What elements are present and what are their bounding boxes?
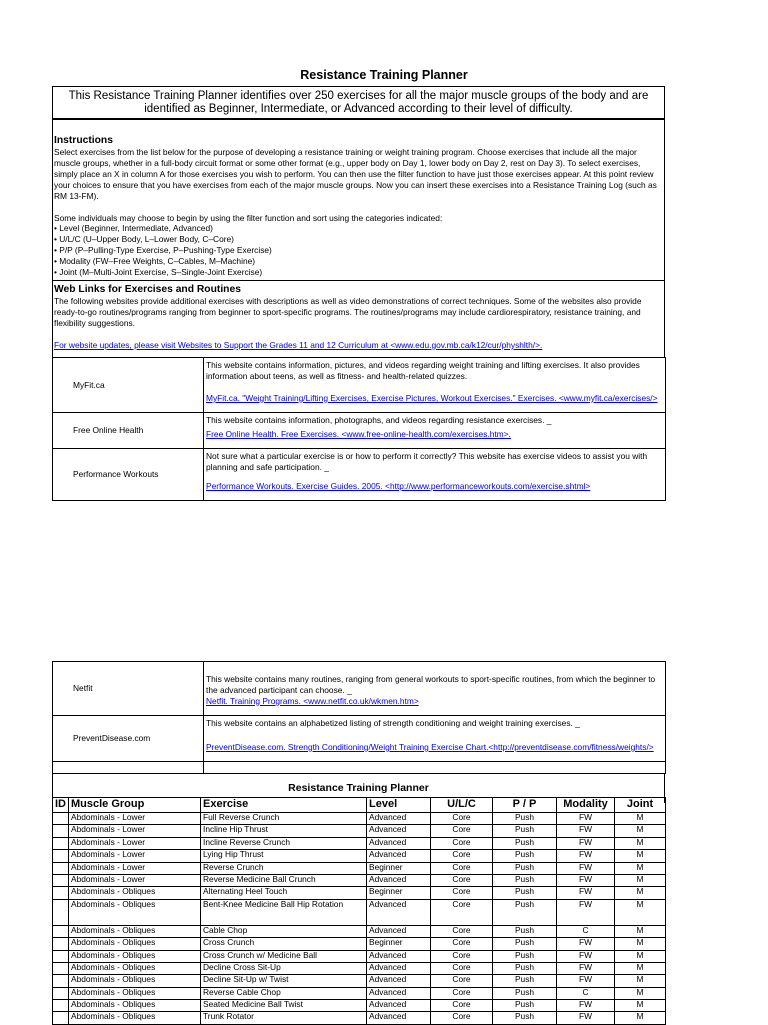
modality-cell: FW [557,938,615,950]
level-cell: Advanced [367,837,431,849]
instructions-filter-paragraph: Some individuals may choose to begin by using the filter function and sort using the categories indicated: [54,212,443,223]
site-description [204,662,666,716]
ulc-cell: Core [431,862,493,874]
header-row [53,798,666,813]
site-row [53,716,666,762]
site-description [204,413,666,449]
exercise-cell: Cross Crunch w/ Medicine Ball [201,950,367,962]
joint-cell: M [615,899,666,925]
row-id-cell[interactable] [53,813,69,825]
weblinks-table [52,357,666,501]
site-row [53,413,666,449]
row-id-cell[interactable] [53,874,69,886]
level-cell: Advanced [367,874,431,886]
pp-cell: Push [493,850,557,862]
modality-cell: C [557,925,615,937]
table-row [53,1000,666,1012]
exercise-cell: Full Reverse Crunch [201,813,367,825]
table-row [53,938,666,950]
exercise-cell: Decline Sit-Up w/ Twist [201,975,367,987]
exercise-cell: Decline Cross Sit-Up [201,962,367,974]
pp-cell: Push [493,1000,557,1012]
site-description [204,716,666,762]
exercise-cell: Incline Reverse Crunch [201,837,367,849]
site-name: Free Online Health [53,413,204,449]
intro-text: This Resistance Training Planner identifies over 250 exercises for all the major muscle groups of the body and are identified as Beginner, Intermediate, or Advanced according to their level of difficulty. [52,86,665,119]
site-link[interactable]: PreventDisease.com. Strength Conditioning/Weight Training Exercise Chart.<http://preventdisease.com/fitness/weights/> [206,741,654,752]
exercise-cell: Cable Chop [201,925,367,937]
row-id-cell[interactable] [53,837,69,849]
muscle-group-cell: Abdominals - Obliques [69,962,201,974]
joint-cell: M [615,925,666,937]
level-cell: Advanced [367,1000,431,1012]
row-id-cell[interactable] [53,987,69,999]
ulc-cell: Core [431,887,493,899]
site-desc-text: This website contains information, photographs, and videos regarding resistance exercises. _ [206,415,552,425]
pp-cell: Push [493,862,557,874]
category-bullet: • Modality (FW–Free Weights, C–Cables, M–Machine) [54,256,256,267]
ulc-cell: Core [431,950,493,962]
row-id-cell[interactable] [53,950,69,962]
ulc-cell: Core [431,813,493,825]
row-id-cell[interactable] [53,825,69,837]
row-id-cell[interactable] [53,862,69,874]
joint-cell: M [615,837,666,849]
pp-cell: Push [493,950,557,962]
ulc-cell: Core [431,850,493,862]
pp-cell: Push [493,837,557,849]
ulc-cell: Core [431,975,493,987]
muscle-group-cell: Abdominals - Obliques [69,1012,201,1024]
ulc-cell: Core [431,925,493,937]
exercise-table [52,797,666,1025]
site-row [53,662,666,716]
row-id-cell[interactable] [53,899,69,925]
muscle-group-cell: Abdominals - Lower [69,837,201,849]
exercise-cell: Reverse Crunch [201,862,367,874]
level-cell: Advanced [367,950,431,962]
joint-cell: M [615,825,666,837]
site-row [53,358,666,413]
site-desc-text: This website contains an alphabetized listing of strength conditioning and weight training exercises. _ [206,718,580,728]
pp-cell: Push [493,925,557,937]
pp-cell: Push [493,813,557,825]
pp-cell: Push [493,887,557,899]
instructions-paragraph: Select exercises from the list below for the purpose of developing a resistance training or weight training program. Choose exercises that include all the major muscle groups, whether in a full-body circuit format or some other format (e.g., upper body on Day 1, lower body on Day 2, rest on Day 3). To select exercises, simply place an X in column A for those exercises you wish to perform. You can then use the filter function to have just those exercises appear. At this point review your choices to ensure that you have exercises from each of the major muscle groups. Now you can insert these exercises into a Resistance Training Log (such as RM 13-FM). [54,147,657,201]
modality-cell: FW [557,837,615,849]
category-bullet: • Joint (M–Multi-Joint Exercise, S–Single-Joint Exercise) [54,267,263,278]
table-row [53,862,666,874]
row-id-cell[interactable] [53,975,69,987]
instructions-section [52,119,665,281]
modality-cell: FW [557,825,615,837]
ulc-cell: Core [431,1012,493,1024]
joint-cell: M [615,1012,666,1024]
muscle-group-cell: Abdominals - Obliques [69,899,201,925]
table-row [53,837,666,849]
exercise-cell: Incline Hip Thrust [201,825,367,837]
site-link[interactable]: Free Online Health. Free Exercises. <www.free-online-health.com/exercises.htm>. [206,428,511,439]
level-cell: Advanced [367,1012,431,1024]
table-row [53,899,666,925]
joint-cell: M [615,850,666,862]
ulc-cell: Core [431,899,493,925]
table-row [53,925,666,937]
col-header-level[interactable]: Level [367,798,431,813]
row-id-cell[interactable] [53,1000,69,1012]
joint-cell: M [615,874,666,886]
modality-cell: FW [557,874,615,886]
muscle-group-cell: Abdominals - Obliques [69,1000,201,1012]
muscle-group-cell: Abdominals - Lower [69,862,201,874]
ulc-cell: Core [431,987,493,999]
category-bullet: • P/P (P–Pulling-Type Exercise, P–Pushing-Type Exercise) [54,245,272,256]
pp-cell: Push [493,1012,557,1024]
col-header-muscle-group[interactable]: Muscle Group [69,798,201,813]
level-cell: Beginner [367,862,431,874]
table-row [53,975,666,987]
pp-cell: Push [493,899,557,925]
site-link[interactable]: Netfit. Training Programs. <www.netfit.co.uk/wkmen.htm> [206,695,419,706]
muscle-group-cell: Abdominals - Obliques [69,950,201,962]
modality-cell: FW [557,862,615,874]
table-row [53,813,666,825]
category-bullet: • Level (Beginner, Intermediate, Advanced) [54,223,213,234]
level-cell: Advanced [367,899,431,925]
exercise-cell: Lying Hip Thrust [201,850,367,862]
updates-link[interactable]: For website updates, please visit Websites to Support the Grades 11 and 12 Curriculum at <www.edu.gov.mb.ca/k12/cur/physhlth/>. [54,339,543,350]
pp-cell: Push [493,975,557,987]
joint-cell: M [615,1000,666,1012]
level-cell: Beginner [367,887,431,899]
table-row [53,950,666,962]
exercise-cell: Reverse Medicine Ball Crunch [201,874,367,886]
col-header-exercise[interactable]: Exercise [201,798,367,813]
site-description [204,358,666,413]
level-cell: Advanced [367,825,431,837]
weblinks-paragraph: The following websites provide additional exercises with descriptions as well as video demonstrations of correct techniques. Some of the websites also provide ready-to-go routines/programs ranging from beginner to sport-specific programs. The routines/programs may include cardiorespiratory, resistance training, and flexibility suggestions. [54,296,642,328]
modality-cell: C [557,987,615,999]
muscle-group-cell: Abdominals - Obliques [69,987,201,999]
row-id-cell[interactable] [53,887,69,899]
col-header-id[interactable]: ID [53,798,69,813]
site-desc-text: This website contains many routines, ranging from general workouts to sport-specific routines, from which the beginner to the advanced participant can choose. _ [206,674,656,695]
joint-cell: M [615,950,666,962]
pp-cell: Push [493,962,557,974]
level-cell: Advanced [367,975,431,987]
col-header-modality[interactable]: Modality [557,798,615,813]
modality-cell: FW [557,813,615,825]
row-id-cell[interactable] [53,1012,69,1024]
table-row [53,987,666,999]
joint-cell: M [615,938,666,950]
level-cell: Beginner [367,938,431,950]
pp-cell: Push [493,825,557,837]
site-description [204,449,666,501]
weblinks-heading: Web Links for Exercises and Routines [54,284,241,295]
joint-cell: M [615,987,666,999]
modality-cell: FW [557,975,615,987]
table-row [53,874,666,886]
col-header-ulc[interactable]: U/L/C [431,798,493,813]
joint-cell: M [615,975,666,987]
muscle-group-cell: Abdominals - Lower [69,850,201,862]
ulc-cell: Core [431,962,493,974]
muscle-group-cell: Abdominals - Obliques [69,925,201,937]
category-bullet: • U/L/C (U–Upper Body, L–Lower Body, C–Core) [54,234,234,245]
site-link[interactable]: MyFit.ca. "Weight Training/Lifting Exercises, Exercise Pictures, Workout Exercises." Exercises. <www.myfit.ca/exercises/> [206,392,658,403]
level-cell: Advanced [367,850,431,862]
exercise-cell: Alternating Heel Touch [201,887,367,899]
modality-cell: FW [557,950,615,962]
table-row [53,962,666,974]
muscle-group-cell: Abdominals - Obliques [69,938,201,950]
table-row [53,1012,666,1024]
col-header-pp[interactable]: P / P [493,798,557,813]
modality-cell: FW [557,887,615,899]
weblinks-table-continued [52,661,666,774]
row-id-cell[interactable] [53,925,69,937]
empty-cell [53,762,204,774]
muscle-group-cell: Abdominals - Obliques [69,887,201,899]
exercise-cell: Trunk Rotator [201,1012,367,1024]
row-id-cell[interactable] [53,850,69,862]
exercise-cell: Seated Medicine Ball Twist [201,1000,367,1012]
row-id-cell[interactable] [53,938,69,950]
joint-cell: M [615,887,666,899]
site-row [53,449,666,501]
site-desc-text: This website contains information, pictures, and videos regarding weight training and lifting exercises. It also provides information about teens, as well as fitness- and health-related quizzes. [206,360,640,381]
table-row [53,850,666,862]
site-link[interactable]: Performance Workouts. Exercise Guides. 2005. <http://www.performanceworkouts.com/exercise.shtml> [206,480,591,491]
site-desc-text: Not sure what a particular exercise is or how to perform it correctly? This website has exercise videos to assist you with planning and safe participation. _ [206,451,648,472]
exercise-cell: Cross Crunch [201,938,367,950]
level-cell: Advanced [367,925,431,937]
exercise-table-body [53,813,666,1025]
modality-cell: FW [557,850,615,862]
modality-cell: FW [557,1012,615,1024]
site-name: Performance Workouts [53,449,204,501]
pp-cell: Push [493,874,557,886]
ulc-cell: Core [431,938,493,950]
modality-cell: FW [557,899,615,925]
table-row [53,825,666,837]
ulc-cell: Core [431,825,493,837]
site-name: MyFit.ca [53,358,204,413]
ulc-cell: Core [431,837,493,849]
page-title: Resistance Training Planner [300,68,468,82]
muscle-group-cell: Abdominals - Lower [69,874,201,886]
muscle-group-cell: Abdominals - Obliques [69,975,201,987]
table-row [53,887,666,899]
joint-cell: M [615,862,666,874]
joint-cell: M [615,813,666,825]
level-cell: Advanced [367,987,431,999]
modality-cell: FW [557,1000,615,1012]
exercise-cell: Bent-Knee Medicine Ball Hip Rotation [201,899,367,925]
col-header-joint[interactable]: Joint [615,798,666,813]
instructions-heading: Instructions [54,135,113,146]
level-cell: Advanced [367,813,431,825]
level-cell: Advanced [367,962,431,974]
row-id-cell[interactable] [53,962,69,974]
pp-cell: Push [493,987,557,999]
joint-cell: M [615,962,666,974]
ulc-cell: Core [431,1000,493,1012]
exercise-cell: Reverse Cable Chop [201,987,367,999]
ulc-cell: Core [431,874,493,886]
weblinks-section [52,280,665,358]
modality-cell: FW [557,962,615,974]
site-name: PreventDisease.com [53,716,204,762]
site-name: Netfit [53,662,204,716]
empty-cell [204,762,666,774]
empty-row [53,762,666,774]
planner-title: Resistance Training Planner [288,782,429,794]
muscle-group-cell: Abdominals - Lower [69,825,201,837]
muscle-group-cell: Abdominals - Lower [69,813,201,825]
pp-cell: Push [493,938,557,950]
